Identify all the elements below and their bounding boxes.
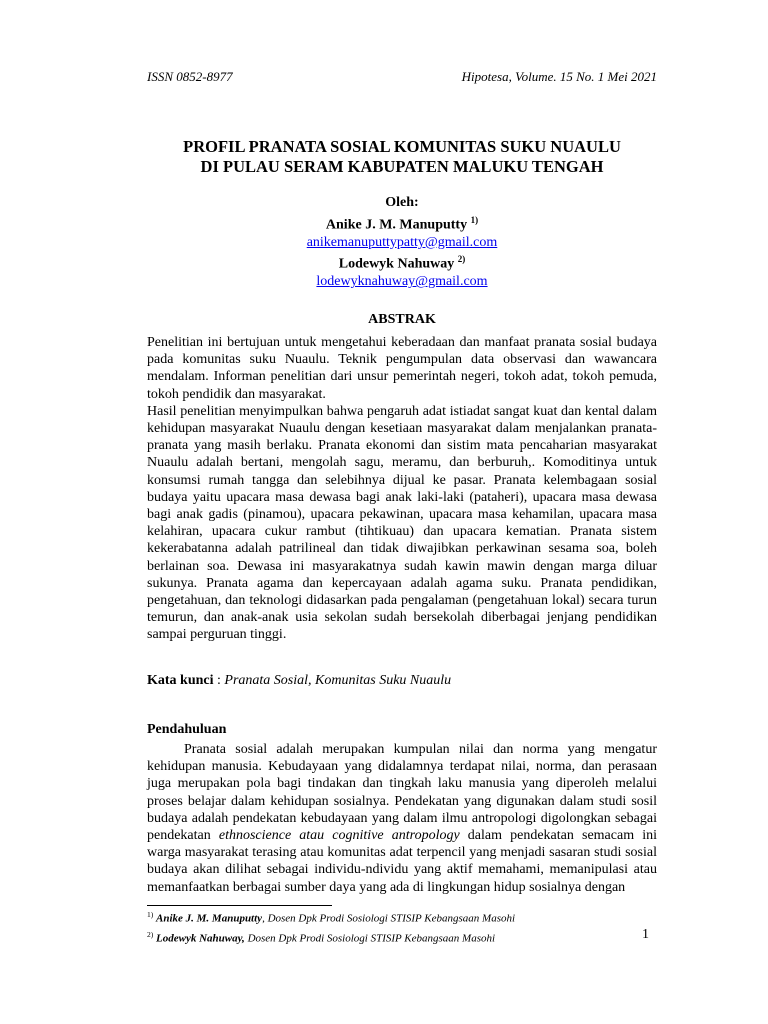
footnote-1 bbox=[147, 907, 657, 927]
abstract-heading: ABSTRAK bbox=[368, 312, 436, 327]
keywords-label: Kata kunci bbox=[147, 673, 214, 688]
intro-heading: Pendahuluan bbox=[147, 722, 227, 737]
author-2-marker: 2) bbox=[457, 254, 466, 265]
footnotes bbox=[147, 907, 657, 946]
author-1-name bbox=[100, 212, 704, 234]
author-2-name-text: Lodewyk Nahuway bbox=[338, 256, 455, 272]
footnote-2 bbox=[147, 927, 657, 947]
abstract-paragraph-2: Hasil penelitian menyimpulkan bahwa pengaruh adat istiadat sangat kuat dan kental dalam kehidupan masyarakat Nuaulu dengan kesetiaan masyarakat dalam menjalankan pranata-pranata yang masih berlaku. Pranata ekonomi dan sistim mata pencaharian masyarakat Nuaulu adalah bertani, mengolah sagu, meramu, dan berburuh,. Komoditinya untuk konsumsi rumah tangga dan selebihnya dijual ke pasar. Pranata kelembagaan sosial budaya yaitu upacara masa dewasa bagi anak laki-laki (pataheri), upacara masa dewasa bagi anak gadis (pinamou), upacara pekawinan, upacara masa kehamilan, upacara masa kelahiran, upacara cukur rambut (tihtikuau) dan upacara kematian. Pranata sistem kekerabatanna adalah patrilineal dan tidak diwajibkan perkawinan sesama soa, boleh berlainan soa. Dewasa ini masyarakatnya sudah kawin mawin dengan marga diluar sukunya. Pranata agama dan kepercayaan adalah agama suku. Pranata pendidikan, pengetahuan, dan teknologi didasarkan pada pengalaman (pengetahuan lokal) secara turun temurun, dan anak-anak usia sekolan sudah bersekolah diberbagai jenjang pendidikan sampai perguruan tinggi. bbox=[147, 403, 657, 643]
footnote-1-marker: 1) bbox=[147, 910, 154, 919]
author-1-marker: 1) bbox=[470, 214, 479, 225]
footnote-divider bbox=[147, 905, 332, 906]
intro-paragraph bbox=[147, 741, 657, 896]
intro-body bbox=[147, 741, 657, 896]
page-number: 1 bbox=[642, 926, 649, 942]
footnote-2-name: Lodewyk Nahuway, bbox=[156, 932, 245, 945]
footnote-2-text: Dosen Dpk Prodi Sosiologi STISIP Kebangsaan Masohi bbox=[244, 932, 496, 945]
author-2-email-link[interactable]: lodewyknahuway@gmail.com bbox=[316, 274, 488, 290]
journal-citation: Hipotesa, Volume. 15 No. 1 Mei 2021 bbox=[461, 69, 657, 84]
running-header bbox=[147, 69, 657, 85]
author-1-email-link[interactable]: anikemanuputtypatty@gmail.com bbox=[306, 234, 498, 250]
title-line-1: PROFIL PRANATA SOSIAL KOMUNITAS SUKU NUAULU bbox=[183, 137, 621, 156]
keywords-value: Pranata Sosial, Komunitas Suku Nuaulu bbox=[224, 673, 452, 688]
intro-text-b: dalam pendekatan semacam ini warga masyarakat terasing atau komunitas adat terpencil yang menjadi sasaran studi sosial budaya akan dilihat sebagai individu-ndividu yang aktif memahami, memanipulasi atau memanfaatkan berbagai sumber daya yang ada di lingkungan hidup sosialnya dengan bbox=[147, 828, 657, 895]
title-line-2: DI PULAU SERAM KABUPATEN MALUKU TENGAH bbox=[200, 157, 604, 176]
abstract-body bbox=[147, 334, 657, 644]
intro-text-italic: ethnoscience atau cognitive antropology bbox=[218, 828, 460, 844]
intro-text-a: Pranata sosial adalah merupakan kumpulan nilai dan norma yang mengatur kehidupan manusia. Kebudayaan yang didalamnya terdapat nilai, norma, dan perasaan juga merupakan pola bagi tindakan dan tingkah laku manusia yang diperoleh melalui proses belajar dalam kehidupan sosialnya. Pendekatan yang digunakan dalam studi sosil budaya adalah pendekatan kebudayaan yang dalam ilmu antropologi digolongkan sebagai pendekatan bbox=[147, 742, 657, 844]
paper-title bbox=[100, 137, 704, 177]
abstract-paragraph-1: Penelitian ini bertujuan untuk mengetahui keberadaan dan manfaat pranata sosial budaya pada komunitas suku Nuaulu. Teknik pengumpulan data observasi dan wawancara mendalam. Informan penelitian dari unsur pemerintah negeri, tokoh adat, tokoh pemuda, tokoh pendidik dan masyarakat. bbox=[147, 335, 657, 402]
footnote-1-text: , Dosen Dpk Prodi Sosiologi STISIP Kebangsaan Masohi bbox=[262, 912, 516, 925]
author-2-name bbox=[100, 251, 704, 273]
footnote-1-name: Anike J. M. Manuputty bbox=[156, 912, 263, 925]
footnote-2-marker: 2) bbox=[147, 929, 154, 939]
keywords-line bbox=[147, 673, 657, 689]
oleh-label: Oleh: bbox=[385, 195, 419, 210]
issn-label: ISSN 0852-8977 bbox=[147, 69, 233, 84]
author-1-name-text: Anike J. M. Manuputty bbox=[325, 217, 468, 233]
keywords-separator: : bbox=[213, 673, 225, 688]
author-byline bbox=[100, 194, 704, 291]
